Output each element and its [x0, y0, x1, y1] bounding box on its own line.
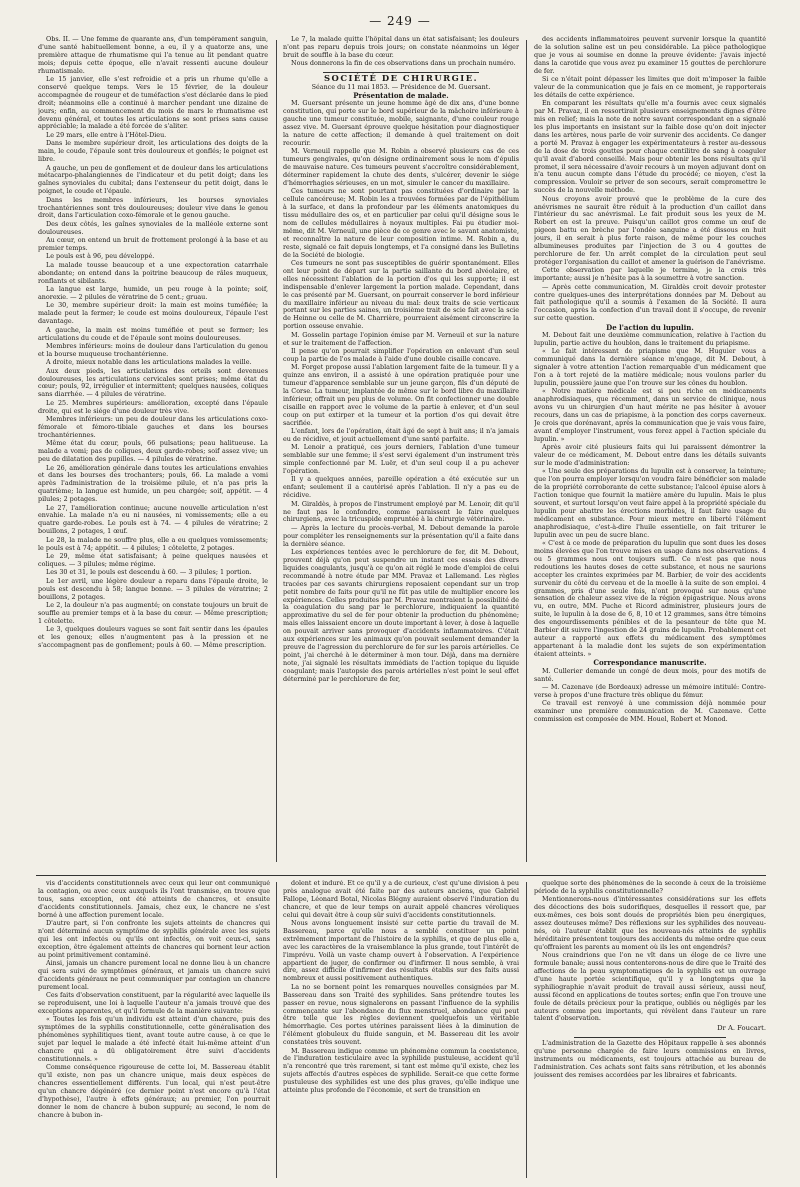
paragraph: « Le fait intéressant de priapisme que M. Huguier vous a communiqué dans la dernière séance m'engage, dit M. Debout, à signaler à votre attention l'action remarquable d'un médicament que l'on a à tort rejeté de la matière médicale; nous voulons parler du lupulin, poussière jaune que l'on trouve sur les cônes du houblon. [534, 347, 766, 387]
column-divider [276, 882, 277, 1178]
paragraph: M. Forget propose aussi l'ablation largement faite de la tumeur. Il y a quinze ans environ, il a assisté à une opération pratiquée pour une tumeur d'apparence semblable sur un jeune garçon, fils d'un député de la Corse. La tumeur, implantée de même sur le bord libre du maxillaire inférieur, offrait un peu plus de volume. On fit confectionner une double cisaille en rapport avec le volume de la partie à enlever, et d'un seul coup on put extirper et la tumeur et la portion d'os qui devait être sacrifiée. [283, 363, 519, 427]
paragraph: A droite, mieux notable dans les articulations malades la veille. [46, 358, 252, 367]
paragraph: L'enfant, lors de l'opération, était âgé de sept à huit ans; il n'a jamais eu de récidive, et jouit actuellement d'une santé parfaite. [283, 427, 519, 443]
paragraph: A gauche, un peu de gonflement et de douleur dans les articulations métacarpo-phalangiennes de l'indicateur et du petit doigt; dans les gaînes synoviales du cubital; dans l'extenseur du petit doigt, dans le poignet, le coude et l'épaule. [38, 163, 268, 196]
paragraph: Des deux côtés, les gaînes synoviales de la malléole externe sont douloureuses. [38, 219, 268, 236]
paragraph: Après avoir cité plusieurs faits qui lui paraissent démontrer la valeur de ce médicament, M. Debout entre dans les détails suivants sur le mode d'administration: [534, 443, 766, 468]
section-title: SOCIÉTÉ DE CHIRURGIE. [324, 73, 478, 84]
bottom-column-right [534, 880, 766, 1182]
bottom-column-middle [283, 880, 519, 1182]
paragraph: Le 29, même état satisfaisant; à peine quelques nausées et coliques. — 3 pilules; même régime. [38, 552, 268, 568]
paragraph: Le 1er avril, une légère douleur a reparu dans l'épaule droite, le pouls est descendu à 58; langue bonne. — 3 pilules de vératrine; 2 bouillons, 2 potages. [38, 576, 268, 601]
paragraph: — Après cette communication, M. Giraldès croit devoir protester contre quelques-unes des interprétations données par M. Debout au fait pathologique qu'il a soumis à l'examen de la Société. Il aura l'occasion, après la confection d'un travail dont il s'occupe, de revenir sur cette question. [534, 282, 766, 323]
session-line: Séance du 11 mai 1853. — Présidence de M. Guersant. [311, 82, 491, 91]
paragraph: Le 29 mars, elle entre à l'Hôtel-Dieu. [46, 130, 167, 139]
paragraph: Ce travail est renvoyé à une commission déjà nommée pour examiner une première communication de M. Cazenave. Cette commission est composée de MM. Houel, Robert et Monod. [534, 699, 766, 724]
paragraph: « C'est à ce mode de préparation du lupulin que sont dues les doses moins élevées que l'on trouve mises en usage dans nos observations. 4 ou 5 grammes nous ont toujours suffi. Ce n'est pas que nous redoutions les hautes doses de cette substance, et nous ne saurions accepter les craintes exprimées par M. Barbier, de voir des accidents survenir du côté du cerveau et de la moelle à la suite de son emploi. 4 grammes, pris d'une seule fois, n'ont provoqué sur nous qu'une sensation de chaleur assez vive de la région épigastrique. Nous avons vu, en outre, MM. Puche et Ricord administrer, plusieurs jours de suite, le lupulin à la dose de 6, 8, 10 et 12 grammes, sans être témoins des engourdissements pénibles et de la pesanteur de tête que M. Barbier dit suivre l'ingestion de 24 grains de lupulin. Probablement cet auteur a rapporté aux effets du médicament des symptômes appartenant à la maladie dont les sujets de son expérimentation étaient atteints. » [534, 539, 766, 658]
paragraph: Le 25. Membres supérieurs: amélioration, excepté dans l'épaule droite, qui est le siége d'une douleur très vive. [38, 398, 268, 415]
paragraph: Ainsi, jamais un chancre purement local ne donne lieu à un chancre qui sera suivi de symptômes généraux, et jamais un chancre suivi d'accidents généraux ne peut communiquer par contagion un chancre purement local. [38, 959, 270, 991]
paragraph: Nous avons longuement insisté sur cette partie du travail de M. Bassereau, parce qu'elle nous a semblé constituer un point extrêmement important de l'histoire de la syphilis, et que de plus elle a, avec les caractères de la vraisemblance la plus grande, tout l'intérêt de l'imprévu. Voilà un vaste champ ouvert à l'observation. A l'expérience appartient de juger, de confirmer ou d'infirmer. Il nous semble, à vrai dire, assez difficile d'infirmer des résultats établis sur des faits aussi nombreux et aussi positivement authentiques. [283, 919, 519, 983]
paragraph: M. Cullerier demande un congé de deux mois, pour des motifs de santé. [534, 666, 766, 683]
paragraph: M. Verneuil rappelle que M. Robin a observé plusieurs cas de ces tumeurs gengivales, qu'on désigne ordinairement sous le nom d'épulis de mauvaise nature. Ces tumeurs peuvent s'accroître considérablement, déterminer rapidement la chute des dents, s'ulcérer, devenir le siége d'hémorrhagies sérieuses, en un mot, simuler le cancer du maxillaire. [283, 147, 519, 187]
paragraph: Comme conséquence rigoureuse de cette loi, M. Bassereau établit qu'il existe, non pas un chancre unique, mais deux espèces de chancres essentiellement différents. l'un local, qui n'est peut-être qu'un chancre dégénéré (ce dernier point n'est encore qu'à l'état d'hypothèse), l'autre à effets généraux; au premier, l'on pourrait donner le nom de chancre à bubon suppuré; au second, le nom de chancre à bubon in- [38, 1063, 270, 1119]
paragraph: Aux deux pieds, les articulations des orteils sont devenues douloureuses, les articulations cervicales sont prises; même état du cœur; pouls, 92, irrégulier et intermittent; quelques nausées, coliques sans diarrhée. — 4 pilules de vératrine. [38, 366, 268, 399]
paragraph: Au cœur, on entend un bruit de frottement prolongé à la base et au premier temps. [38, 236, 268, 253]
paragraph: Ces tumeurs ne sont pourtant pas constituées d'ordinaire par la cellule cancéreuse; M. Robin les a trouvées formées par de l'épithélium à la surface, et dans la profondeur par les éléments anatomiques du tissu médullaire des os, et en particulier par celui qu'il désigne sous le nom de cellules médullaires à noyaux multiples. Fai pu étudier moi-même, dit M. Verneuil, une pièce de ce genre avec le savant anatomiste, et reconnaître la nature de leur composition intime. M. Robin a, du reste, signalé ce fait depuis longtemps, et l'a consigné dans les Bulletins de la Société de biologie. [283, 187, 519, 259]
paragraph: Dans le membre supérieur droit, les articulations des doigts de la main, le coude, l'épaule sont très douloureux et gonflés; le poignet est libre. [38, 139, 268, 164]
paragraph: M. Guersant présente un jeune homme âgé de dix ans, d'une bonne constitution, qui porte sur le bord supérieur de la mâchoire inférieure à gauche une tumeur constituée, mobile, saignante, d'une couleur rouge assez vive. M. Guersant éprouve quelque hésitation pour diagnostiquer la nature de cette affection; il demande à quel traitement on doit recourir. [283, 99, 519, 147]
paragraph: Si ce n'était point dépasser les limites que doit m'imposer la faible valeur de la communication que je fais en ce moment, je rapporterais les détails de cette expérience. [534, 75, 766, 99]
paragraph: Le 27, l'amélioration continue; aucune nouvelle articulation n'est envahie. La malade n'a eu ni nausées, ni vomissements; elle a eu quatre garde-robes. Le pouls est à 74. — 4 pilules de vératrine; 2 bouillons, 2 potages, 1 œuf. [38, 503, 268, 536]
author-signature: Dr A. Foucart. [717, 1024, 766, 1033]
paragraph: vis d'accidents constitutionnels avec ceux qui leur ont communiqué la contagion, ou avec ceux auxquels ils l'ont transmise, en trouve que tous, sans exception, ont été atteints de chancres, et ensuite d'accidents constitutionnels. Jamais, chez eux, le chancre ne s'est borné à une affection purement locale. [38, 880, 270, 919]
column-right [534, 36, 766, 868]
paragraph: Le 2, la douleur n'a pas augmenté; on constate toujours un bruit de souffle au premier temps et à la base du cœur. — Même prescription; 1 côtelette. [38, 600, 268, 625]
column-divider [526, 40, 527, 862]
paragraph: Le 3, quelques douleurs vagues se sont fait sentir dans les épaules et les genoux; elles n'augmentent pas à la pression et ne s'accompagnent pas de gonflement; pouls à 60. — Même prescription. [38, 625, 268, 649]
paragraph: Obs. II. — Une femme de quarante ans, d'un tempérament sanguin, d'une santé habituellement bonne, a eu, il y a quatorze ans, une première attaque de rhumatisme qui l'a tenue au lit pendant quatre mois; depuis cette époque, elle n'avait ressenti aucune douleur rhumatismale. [38, 36, 268, 75]
paragraph: Le 30, membre supérieur droit: la main est moins tuméfiée; la malade peut la fermer; le coude est moins douloureux, l'épaule l'est davantage. [38, 301, 268, 326]
paragraph: Dans les membres inférieurs, les bourses synoviales trochantériennes sont très douloureuses; douleur vive dans le genou droit, dans l'articulation coxo-fémorale et le genou gauche. [38, 195, 268, 220]
paragraph: « Toutes les fois qu'un individu est atteint d'un chancre, puis des symptômes de la syphilis constitutionnelle, cette généralisation des phénomènes syphilitiques tient, avant toute autre cause, à ce que le sujet par lequel le malade a été infecté était lui-même atteint d'un chancre qui a dû obligatoirement être suivi d'accidents constitutionnels. » [38, 1015, 270, 1063]
paragraph: La malade tousse beaucoup et a une expectoration catarrhale abondante; on entend dans la poitrine beaucoup de râles muqueux, ronflants et sibilants. [38, 260, 268, 285]
paragraph: Ces faits d'observation constituent, par la régularité avec laquelle ils se reproduisent, une loi à laquelle l'auteur n'a jamais trouvé que des exceptions apparentes, et qu'il formule de la manière suivante: [38, 991, 270, 1015]
paragraph: Même état du cœur, pouls, 66 pulsations; peau halitueuse. La malade a vomi; pas de coliques, deux garde-robes; soif assez vive; un peu de dilatation des pupilles. — 4 pilules de vératrine. [38, 439, 268, 464]
paragraph: — Après la lecture du procès-verbal, M. Debout demande la parole pour compléter les renseignements sur la présentation qu'il a faite dans la dernière séance. [283, 523, 519, 548]
paragraph: « Notre matière médicale est si peu riche en médicaments anaphrodisiaques, que récemment, dans un service de clinique, nous avons vu un chirurgien d'un haut mérite ne pas hésiter à avouer recours, dans un cas de priapisme, à la ponction des corps caverneux. Je crois que dorénavant, après la communication que je vais vous faire, avant d'employer l'instrument, vous ferez appel à l'action spéciale du lupulin. » [534, 387, 766, 443]
paragraph: Nous croyons avoir prouvé que le problème de la cure des anévrismes ne saurait être réduit à la production d'un caillot dans l'intérieur du sac anévrismal. Le fait produit sous les yeux de M. Robert en est la preuve. Puisqu'un caillot gros comme un œuf de pigeon battu en brèche par l'ondée sanguine a été dissous en huit jours, il en serait à plus forte raison, de même pour les couches albumineuses produites par l'injection de 3 ou 4 gouttes de perchlorure de fer. Un arrêt complet de la circulation peut seul protéger l'organisation du caillot et amener la guérison de l'anévrisme. [534, 194, 766, 266]
paragraph: des accidents inflammatoires peuvent survenir lorsque la quantité de la solution saline est un peu considérable. La pièce pathologique que je vous ai soumise en donne la preuve évidente: j'avais injecté dans la carotide que vous avez pu examiner 15 gouttes de perchlorure de fer. [534, 36, 766, 75]
paragraph: La langue est large, humide, un peu rouge à la pointe; soif, anorexie. — 2 pilules de vératrine de 5 cent.; gruau. [38, 285, 268, 301]
paragraph: Mentionnerons-nous d'intéressantes considérations sur les effets des décoctions des bois sudorifiques, desquelles il ressort que, par eux-mêmes, ces bois sont doués de propriétés bien peu énergiques, assez douteuses même? Des réflexions sur les syphilides des nouveau-nés, où l'auteur établit que les nouveau-nés atteints de syphilis héréditaire présentent toujours des accidents du même ordre que ceux qu'offraient les parents au moment où ils les ont engendrés? [534, 895, 766, 951]
administration-notice: L'administration de la Gazette des Hôpitaux rappelle à ses abonnés qu'une personne chargée de faire leurs commissions en livres, instruments ou médicaments, est toujours attachée au bureau de l'administration. Ces achats sont faits sans rétribution, et les abonnés jouissent des remises accordées par les libraires et fabricants. [534, 1039, 766, 1079]
column-divider [276, 40, 277, 862]
paragraph: « Une seule des préparations du lupulin est à conserver, la teinture; que l'on pourra employer lorsqu'on voudra faire bénéficier son malade de la propriété corroborante de cette substance; l'alcool épuise alors à l'action tonique que fournit la matière amère du lupulin. Mais le plus souvent, et surtout lorsqu'on veut faire appel à la propriété spéciale du lupulin pour abattre les érections morbides, il faut faire usage du médicament en substance. Pour mieux mettre en liberté l'élément anaphrodisiaque, c'est-à-dire l'huile essentielle, on fait triturer le lupulin avec un peu de sucre blanc. [534, 467, 766, 539]
paragraph: Le 28, la malade ne souffre plus, elle a eu quelques vomissements; le pouls est à 74; appétit. — 4 pilules; 1 côtelette, 2 potages. [38, 535, 268, 552]
subheading: Correspondance manuscrite. [593, 658, 707, 668]
page-number: — 249 — [369, 14, 431, 28]
paragraph: Membres inférieurs: un peu de douleur dans les articulations coxo-fémorale et fémoro-tibiale gauches et dans les bourses trochantériennes. [38, 415, 268, 439]
column-left [38, 36, 268, 868]
column-divider [526, 882, 527, 1178]
paragraph: M. Lenoir a pratiqué, ces jours derniers, l'ablation d'une tumeur semblable sur une femme; il s'est servi également d'un instrument très simple confectionné par M. Luër, et d'un seul coup il a pu achever l'opération. [283, 443, 519, 476]
paragraph: Le 7, la malade quitte l'hôpital dans un état satisfaisant; les douleurs n'ont pas reparu depuis trois jours; on constate néanmoins un léger bruit de souffle à la base du cœur. [283, 36, 519, 59]
paragraph: Cette observation par laquelle je termine, je la crois très importante; aussi je n'hésite pas à la soumettre à votre sanction. [534, 266, 766, 283]
paragraph: Ces tumeurs ne sont pas susceptibles de guérir spontanément. Elles ont leur point de départ sur la partie saillante du bord alvéolaire, et elles nécessitent l'ablation de la portion d'os qui les supporte; il est indispensable d'enlever largement la portion malade. Cependant, dans le cas présenté par M. Guersant, on pourrait conserver le bord inférieur du maxillaire inférieur au niveau du mal: deux traits de scie verticaux portant sur les parties saines, un troisième trait de scie fait avec la scie de Heinne ou celle de M. Charrière, pourraient aisément circonscrire la portion osseuse envahie. [283, 258, 519, 331]
paragraph: quelque sorte des phénomènes de la seconde à ceux de la troisième période de la syphilis constitutionnelle? [534, 880, 766, 895]
paragraph: D'autre part, si l'on confronte les sujets atteints de chancres qui n'ont déterminé aucun symptôme de syphilis générale avec les sujets qui les ont infectés ou qu'ils ont infectés, on voit ceux-ci, sans exception, être également atteints de chancres qui bornent leur action au point primitivement contaminé. [38, 919, 270, 959]
bottom-column-left [38, 880, 270, 1182]
paragraph: M. Giraldès, à propos de l'instrument employé par M. Lenoir, dit qu'il ne faut pas le confondre, comme paraissent le faire quelques chirurgiens, avec la tricuspide empruntée à la chirurgie vétérinaire. [283, 499, 519, 524]
paragraph: — M. Cazenave (de Bordeaux) adresse un mémoire intitulé: Contre-verse à propos d'une fracture très oblique du fémur. [534, 682, 766, 699]
paragraph: En comparant les résultats qu'elle m'a fournis avec ceux signalés par M. Pravaz, il en ressortirait plusieurs enseignements dignes d'être mis en relief; mais la note de notre savant correspondant en a signalé les plus importants en insistant sur la faible dose qu'on doit injecter dans les artères, nous parle de voir survenir des accidents. Ce danger a porté M. Pravaz à engager les expérimentateurs à rester au-dessous de la dose de trois gouttes pour chaque centilitre de sang à coaguler qu'il avait d'abord conseillé. Mais pour obtenir les bons résultats qu'il promet, il sera nécessaire d'avoir recours à un moyen adjuvant dont on n'a tenu aucun compte dans l'étude du procédé; ce moyen, c'est la compression. Vouloir se priver de son secours, serait compromettre le succès de la nouvelle méthode. [534, 99, 766, 195]
subheading: De l'action du lupulin. [606, 322, 694, 332]
paragraph: La no se bornent point les remarques nouvelles consignées par M. Bassereau dans son Traité des syphilides. Sans prétendre toutes les passer en revue, nous signalerons en passant l'influence de la syphilis commençante sur l'abondance du flux menstruel, abondance qui peut être telle que les règles deviennent quelquefois un véritable hémorrhagie. Ces portes utérines paraissent liées à la diminution de l'élément globuleux du fluide sanguin, et M. Bassereau dit les avoir constatées très souvent. [283, 982, 519, 1047]
paragraph: Le 15 janvier, elle s'est refroidie et a pris un rhume qu'elle a conservé quelque temps. Vers le 15 février, de la douleur accompagnée de rougeur et de tuméfaction s'est déclarée dans le pied droit; néanmoins elle a continué à marcher pendant une dizaine de jours; enfin, au commencement du mois de mars le rhumatisme est devenu général, et toutes les articulations se sont prises sans cause appréciable; la malade a été forcée de s'aliter. [38, 75, 268, 131]
paragraph: Les expériences tentées avec le perchlorure de fer, dit M. Debout, prouvent déjà qu'on peut suspendre un instant ces essais des divers liquides coagulants, jusqu'à ce qu'on ait réglé le mode d'emploi de celui recommandé à notre étude par MM. Pravaz et Lallemand. Les règles tracées par ces savants chirurgiens reposaient cependant sur un trop petit nombre de faits pour qu'il ne fût pas utile de multiplier encore les expériences. Celles produites par M. Pravaz montraient la possibilité de la coagulation du sang par le perchlorure, indiquaient la quantité approximative du sel de fer pour obtenir la production du phénomène; mais elles laissaient encore un doute important à lever, à dose à laquelle on pouvait arriver sans provoquer d'accidents inflammatoires. C'était aux expériences sur les animaux qu'on pouvait seulement demander la preuve de l'agression du perchlorure de fer sur les parois artérielles. Ce point, j'ai cherché à le déterminer à mon tour. Déjà, dans ma dernière note, j'ai signalé les résultats immédiats de l'action topique du liquide coagulant; mais l'autopsie des parois artérielles n'est point le seul effet déterminé par le perchlorure de fer, [283, 548, 519, 683]
paragraph: Le pouls est à 96, peu développé. [46, 252, 155, 261]
paragraph: M. Debout fait une deuxième communication, relative à l'action du lupulin, partie active du houblon, dans le traitement du priapisme. [534, 331, 766, 347]
subheading: Présentation de malade. [353, 90, 449, 100]
paragraph: Les 30 et 31, le pouls est descendu à 60. — 3 pilules; 1 portion. [46, 568, 252, 577]
paragraph: dolent et induré. Et ce qu'il y a de curieux, c'est qu'une division à peu près analogue avait été faite par des auteurs anciens, que Gabriel Fallope, Léonard Botal, Nicolas Blégny auraient observé l'induration du chancre, et que de leur temps on aurait appelé chancres véroliques celui qui devait être à coup sûr suivi d'accidents constitutionnels. [283, 880, 519, 919]
horizontal-divider [36, 875, 766, 876]
paragraph: Nous craindrions que l'on ne vît dans un éloge de ce livre une formule banale; aussi nous contenterons-nous de dire que le Traité des affections de la peau symptomatiques de la syphilis est un ouvrage d'une haute portée scientifique, qu'il y a longtemps que la syphiliographie n'avait produit de travail aussi sérieux, aussi neuf, aussi fécond en applications de toutes sortes; enfin que l'on trouve une foule de détails précieux pour la pratique, oubliés ou négligés par les auteurs comme peu importants, qui révèlent dans l'auteur un rare talent d'observation. [534, 951, 766, 1023]
paragraph: A gauche, la main est moins tuméfiée et peut se fermer; les articulations du coude et de l'épaule sont moins douloureuses. [38, 325, 268, 342]
paragraph: Il y a quelques années, pareille opération a été exécutée sur un enfant; seulement il a cautérisé après l'ablation. Il n'y a pas eu de récidive. [283, 475, 519, 500]
paragraph: M. Bassereau indique comme un phénomène commun la coexistence, de l'induration testiculaire avec la syphilide pustuleuse, accident qu'il n'a rencontré que très rarement, si tant est même qu'il existe, chez les sujets affectés d'autres espèces de syphilide. Serait-ce que cette forme pustuleuse des syphilides est une des plus graves, qu'elle indique une atteinte plus profonde de l'économie, et sert de transition en [283, 1046, 519, 1095]
paragraph: M. Gosselin partage l'opinion émise par M. Verneuil et sur la nature et sur le traitement de l'affection. [283, 330, 519, 347]
paragraph: Il pense qu'on pourrait simplifier l'opération en enlevant d'un seul coup la partie de l'os malade à l'aide d'une double cisaille concave. [283, 346, 519, 363]
paragraph: Le 26, amélioration générale dans toutes les articulations envahies et dans les bourses des trochanters; pouls, 66. La malade a vomi après l'administration de la troisième pilule, et n'a pas pris la quatrième; la langue est humide, un peu chargée; soif, appétit. — 4 pilules; 2 potages. [38, 463, 268, 504]
column-middle [283, 36, 519, 868]
paragraph: Nous donnerons la fin de ces observations dans un prochain numéro. [291, 59, 516, 68]
paragraph: Membres inférieurs: moins de douleur dans l'articulation du genou et la bourse muqueuse trochantérienne. [38, 341, 268, 358]
